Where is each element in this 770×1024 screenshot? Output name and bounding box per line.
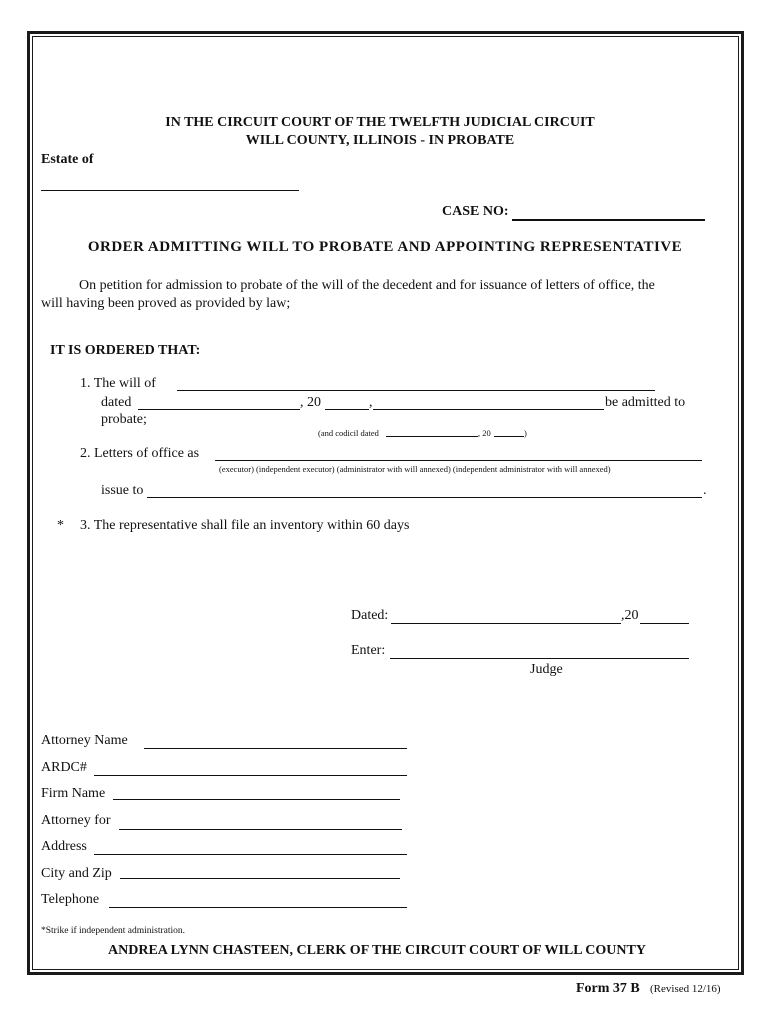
dated-year-label: ,20: [621, 608, 639, 623]
ardc-label: ARDC#: [41, 760, 87, 775]
letters-office-field[interactable]: [215, 446, 702, 461]
judge-label: Judge: [530, 662, 563, 677]
order-year-field[interactable]: [640, 608, 689, 624]
strike-note: *Strike if independent administration.: [41, 926, 186, 936]
item1-dated-label: dated: [101, 395, 132, 410]
enter-label: Enter:: [351, 643, 386, 658]
address-label: Address: [41, 839, 87, 854]
form-number: Form 37 B: [576, 981, 640, 996]
will-date-field[interactable]: [138, 395, 300, 410]
will-year-field[interactable]: [325, 395, 369, 410]
firm-name-field[interactable]: [113, 786, 400, 800]
attorney-name-label: Attorney Name: [41, 733, 128, 748]
office-options-caption: (executor) (independent executor) (administrator with will annexed) (independent administrator with will annexed): [219, 464, 611, 474]
item1-label: 1. The will of: [80, 376, 156, 391]
codicil-prefix: (and codicil dated: [318, 428, 379, 438]
address-field[interactable]: [94, 839, 407, 855]
city-zip-field[interactable]: [120, 866, 400, 879]
ardc-field[interactable]: [94, 760, 407, 776]
will-of-name-field[interactable]: [177, 376, 655, 391]
order-title: ORDER ADMITTING WILL TO PROBATE AND APPOINTING REPRESENTATIVE: [87, 239, 683, 255]
issue-to-label: issue to: [101, 483, 144, 498]
ordered-heading: IT IS ORDERED THAT:: [50, 343, 201, 358]
issue-to-field[interactable]: [147, 483, 702, 498]
case-no-field[interactable]: [512, 204, 705, 221]
attorney-name-field[interactable]: [144, 733, 407, 749]
order-date-field[interactable]: [391, 608, 621, 624]
codicil-year-field[interactable]: [494, 427, 524, 437]
item1-probate-label: probate;: [101, 412, 147, 427]
item1-year-prefix: , 20: [300, 395, 321, 410]
strike-asterisk: *: [57, 518, 64, 533]
issue-to-period: .: [703, 483, 707, 498]
intro-line2: will having been proved as provided by law;: [41, 296, 291, 311]
estate-label: Estate of: [41, 152, 94, 167]
item1-admitted-label: be admitted to: [605, 395, 686, 410]
codicil-close: ): [524, 428, 527, 438]
codicil-year-prefix: , 20: [478, 428, 491, 438]
attorney-for-field[interactable]: [119, 813, 402, 830]
estate-name-field[interactable]: [41, 190, 299, 191]
will-extra-field[interactable]: [373, 395, 604, 410]
telephone-label: Telephone: [41, 892, 100, 907]
intro-line1: On petition for admission to probate of the will of the decedent and for issuance of letters of office, the: [79, 278, 655, 293]
court-title-line2: WILL COUNTY, ILLINOIS - IN PROBATE: [245, 133, 515, 148]
judge-signature-field[interactable]: [390, 643, 689, 659]
dated-label: Dated:: [351, 608, 389, 623]
codicil-date-field[interactable]: [386, 427, 478, 437]
attorney-for-label: Attorney for: [41, 813, 111, 828]
item1-comma: ,: [369, 395, 373, 410]
item3-text: 3. The representative shall file an inventory within 60 days: [80, 518, 410, 533]
city-zip-label: City and Zip: [41, 866, 112, 881]
revised-date: (Revised 12/16): [650, 983, 721, 995]
telephone-field[interactable]: [109, 892, 407, 908]
clerk-name: ANDREA LYNN CHASTEEN, CLERK OF THE CIRCUIT COURT OF WILL COUNTY: [108, 943, 646, 958]
case-no-label: CASE NO:: [442, 204, 509, 219]
court-title-line1: IN THE CIRCUIT COURT OF THE TWELFTH JUDICIAL CIRCUIT: [165, 115, 595, 130]
item2-label: 2. Letters of office as: [80, 446, 200, 461]
firm-name-label: Firm Name: [41, 786, 106, 801]
